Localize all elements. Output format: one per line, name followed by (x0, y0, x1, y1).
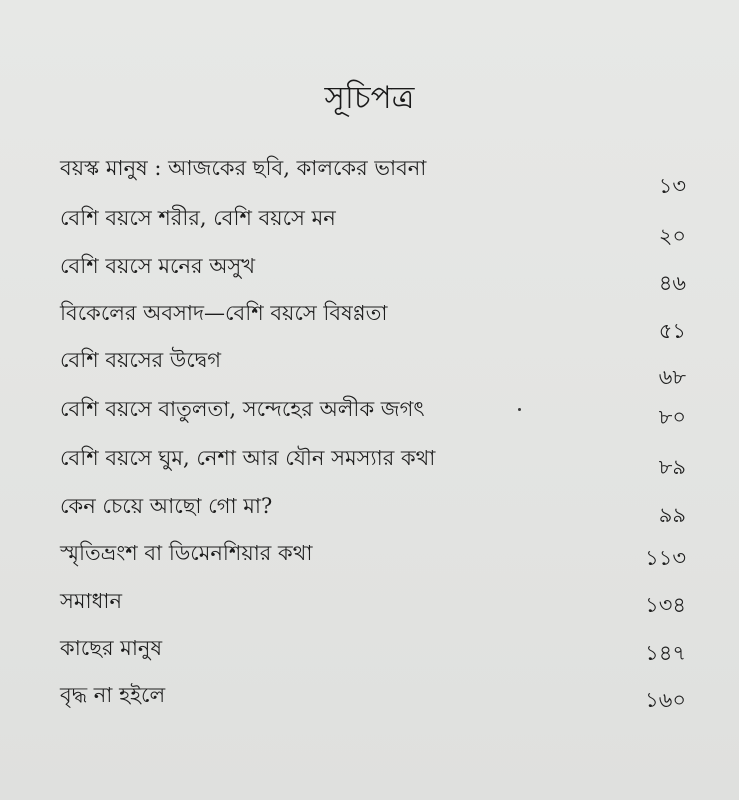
toc-entry-title: বিকেলের অবসাদ—বেশি বয়সে বিষণ্ণতা (60, 301, 388, 325)
toc-entry-title: বেশি বয়সে শরীর, বেশি বয়সে মন (60, 206, 336, 230)
toc-entry-title: বয়স্ক মানুষ : আজকের ছবি, কালকের ভাবনা (60, 156, 427, 180)
toc-entry-page: ৯৯ (658, 503, 686, 527)
print-speck (518, 408, 521, 411)
toc-entry-title: বেশি বয়সে মনের অসুখ (60, 254, 256, 278)
toc-entry-title: সমাধান (60, 589, 123, 613)
toc-entry-page: ৪৬ (658, 271, 686, 295)
toc-entry-page: ২০ (658, 224, 686, 248)
toc-entry-title: কাছের মানুষ (60, 636, 163, 660)
toc-entry-title: বেশি বয়সের উদ্বেগ (60, 348, 221, 372)
toc-title: সূচিপত্র (324, 80, 415, 116)
toc-entry-title: বেশি বয়সে ঘুম, নেশা আর যৌন সমস্যার কথা (60, 446, 436, 470)
toc-entry-title: কেন চেয়ে আছো গো মা? (60, 494, 273, 518)
toc-entry-page: ৮০ (658, 405, 686, 429)
toc-entry-page: ৫১ (658, 319, 686, 343)
toc-entry-page: ১৪৭ (645, 641, 686, 665)
toc-entry-page: ১৩ (658, 174, 686, 198)
toc-entry-page: ১৩৪ (645, 593, 686, 617)
toc-entry-page: ৮৯ (658, 455, 686, 479)
toc-entry-page: ৬৮ (658, 365, 686, 389)
toc-entry-page: ১৬০ (645, 688, 686, 712)
toc-entry-title: বৃদ্ধ না হইলে (60, 683, 166, 707)
toc-entry-title: স্মৃতিভ্রংশ বা ডিমেনশিয়ার কথা (60, 541, 313, 565)
toc-entry-page: ১১৩ (645, 546, 686, 570)
toc-entry-title: বেশি বয়সে বাতুলতা, সন্দেহের অলীক জগৎ (60, 397, 425, 421)
